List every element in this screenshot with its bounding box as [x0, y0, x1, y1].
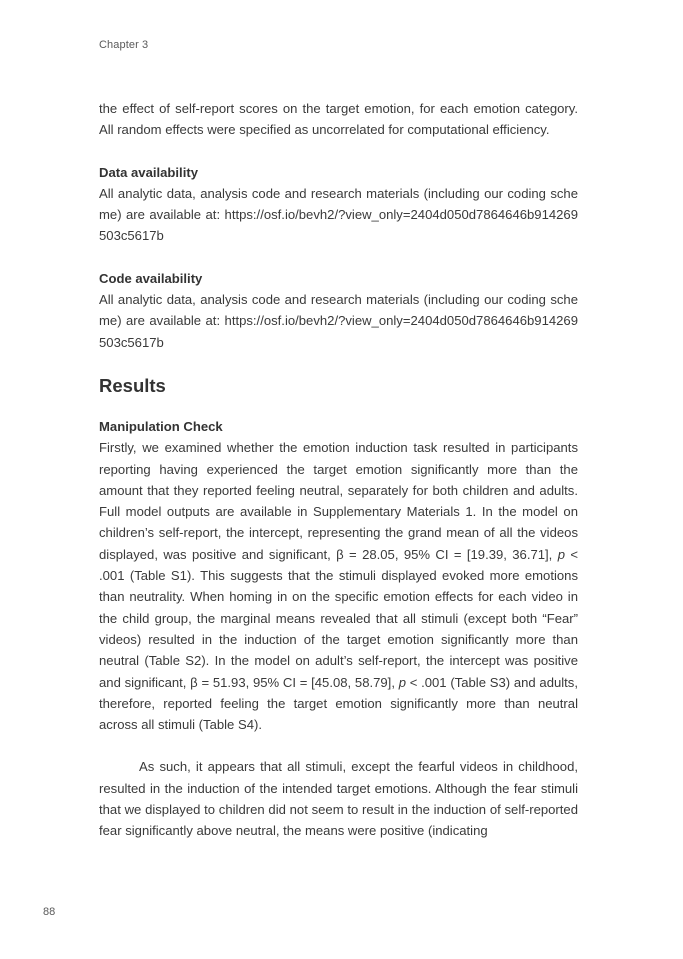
- code-availability-heading: Code availability: [99, 270, 203, 286]
- intro-block: [99, 98, 578, 141]
- manipulation-check-heading: Manipulation Check: [99, 418, 223, 434]
- data-availability-section: [99, 162, 578, 247]
- p-value-symbol: p: [398, 674, 406, 690]
- manipulation-check-paragraph-1: [99, 437, 578, 735]
- manipulation-check-section: [99, 416, 578, 735]
- manipulation-check-paragraph-2: As such, it appears that all stimuli, except the fearful videos in childhood, resulted in the induction of the intended target emotions. Although the fear stimuli that we displayed to children did not seem to result in the induction of self-reported fear significantly above neutral, the means were positive (indicating: [99, 759, 578, 839]
- data-availability-heading: Data availability: [99, 164, 198, 180]
- page-number: 88: [43, 906, 56, 918]
- code-availability-body: All analytic data, analysis code and research materials (including our coding scheme) are available at: https://osf.io/bevh2/?view_only=2404d050d7864646b914269503c5617b: [99, 292, 578, 350]
- paragraph-1-part-b: < .001 (Table S1). This suggests that the stimuli displayed evoked more emotions than neutrality. When homing in on the specific emotion effects for each video in the child group, the marginal means revealed that all stimuli (except both “Fear” videos) resulted in the induction of the target emotion significantly more than neutral (Table S2). In the model on adult’s self-report, the intercept was positive and significant, β = 51.93, 95% CI = [45.08, 58.79],: [99, 546, 578, 690]
- running-head: Chapter 3: [99, 39, 149, 51]
- code-availability-section: [99, 268, 578, 353]
- data-availability-body: All analytic data, analysis code and research materials (including our coding scheme) are available at: https://osf.io/bevh2/?view_only=2404d050d7864646b914269503c5617b: [99, 185, 578, 244]
- page-body: [99, 98, 578, 842]
- paragraph-1-part-a: Firstly, we examined whether the emotion induction task resulted in participants reporting having experienced the target emotion significantly more than the amount that they reported feeling neutral, separately for both children and adults. Full model outputs are available in Supplementary Materials 1. In the model on children’s self-report, the intercept, representing the grand mean of all the videos displayed, was positive and significant, β = 28.05, 95% CI = [19.39, 36.71],: [99, 440, 578, 562]
- p-value-symbol: p: [557, 546, 565, 562]
- intro-paragraph: the effect of self-report scores on the target emotion, for each emotion category. All random effects were specified as uncorrelated for computational efficiency.: [99, 101, 578, 138]
- results-title: Results: [99, 374, 166, 396]
- paragraph-1-part-c: < .001 (Table S3) and adults, therefore, reported feeling the target emotion significantly more than neutral across all stimuli (Table S4).: [99, 674, 578, 733]
